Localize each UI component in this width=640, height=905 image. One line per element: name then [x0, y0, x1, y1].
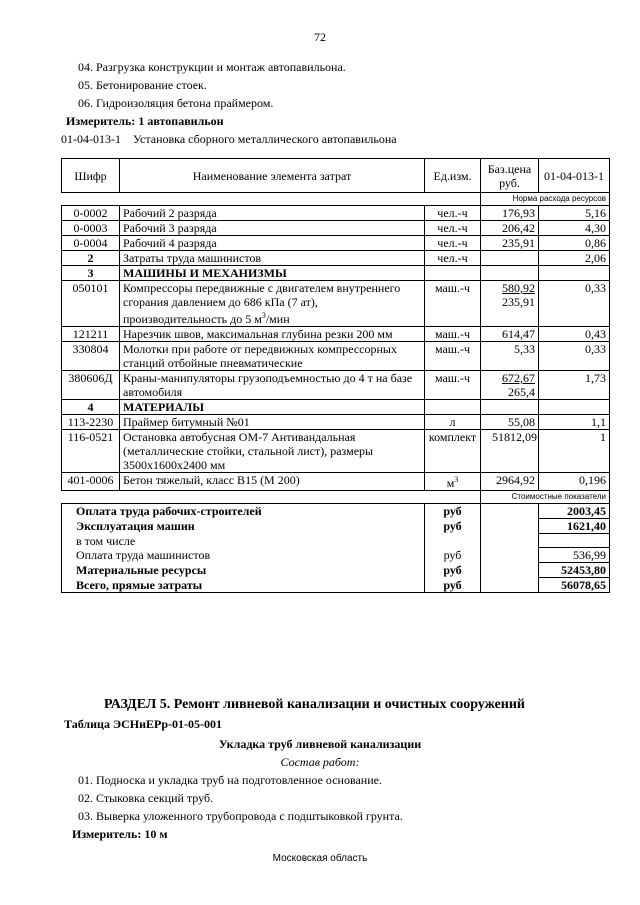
total-row: Всего, прямые затраты руб 56078,65 [62, 578, 610, 593]
machinists-row: 2 Затраты труда машинистов чел.-ч 2,06 [62, 251, 610, 266]
norm-caption: Норма расхода ресурсов [481, 193, 610, 206]
work-heading [61, 132, 397, 147]
table-row: 330804 Молотки при работе от передвижных компрессорных станций отбойные пневматические маш.-ч 5,33 0,33 [62, 342, 610, 371]
page-number: 72 [314, 30, 326, 44]
materials-section-row: 4 МАТЕРИАЛЫ [62, 400, 610, 415]
total-row: в том числе [62, 534, 610, 548]
header-unit: Ед.изм. [425, 159, 481, 193]
measurer-2: Измеритель: 10 м [72, 827, 168, 841]
table-row: 0-0004 Рабочий 4 разряда чел.-ч 235,91 0,86 [62, 236, 610, 251]
total-row: Эксплуатация машин руб 1621,40 [62, 519, 610, 534]
table-row: 116-0521 Остановка автобусная ОМ-7 Антивандальная (металлические стойки, стальной лист), размеры 3500х1600х2400 мм комплект 51812,09 1 [62, 430, 610, 473]
total-row: Оплата труда рабочих-строителей руб 2003,45 [62, 504, 610, 519]
table-reference: Таблица ЭСНиЕРр-01-05-001 [64, 717, 223, 731]
work-code: 01-04-013-1 [61, 132, 121, 146]
table-row: 401-0006 Бетон тяжелый, класс В15 (М 200) $м^3$ 2964,92 0,196 [62, 473, 610, 491]
cost-caption: Стоимостные показатели [481, 491, 610, 504]
header-name: Наименование элемента затрат [120, 159, 425, 193]
norm-caption-row [62, 193, 610, 206]
intro-item-05: 05. Бетонирование стоек. [78, 78, 207, 92]
cost-caption-row [62, 491, 610, 504]
total-row: Материальные ресурсы руб 52453,80 [62, 563, 610, 578]
table-row: 380606Д Краны-манипуляторы грузоподъемностью до 4 т на базе автомобиля маш.-ч 672,67 265,4 1,73 [62, 371, 610, 400]
table-header-row [62, 159, 610, 193]
table-row: 0-0003 Рабочий 3 разряда чел.-ч 206,42 4,30 [62, 221, 610, 236]
header-code: Шифр [62, 159, 120, 193]
table-row: 113-2230 Праймер битумный №01 л 55,08 1,1 [62, 415, 610, 430]
section-title: РАЗДЕЛ 5. Ремонт ливневой канализации и очистных сооружений [104, 697, 525, 712]
work-item-01: 01. Подноска и укладка труб на подготовленное основание. [78, 773, 382, 787]
work-title: Установка сборного металлического автопавильона [133, 132, 397, 146]
works-caption: Состав работ: [280, 755, 360, 769]
work-item-02: 02. Стыковка секций труб. [78, 791, 214, 805]
header-norm: 01-04-013-1 [539, 159, 610, 193]
table-row: 121211 Нарезчик швов, максимальная глубина резки 200 мм маш.-ч 614,47 0,43 [62, 327, 610, 342]
resource-table [61, 158, 610, 593]
work-item-03: 03. Выверка уложенного трубопровода с подштыковкой грунта. [78, 809, 403, 823]
footer: Московская область [272, 853, 368, 864]
measurer: Измеритель: 1 автопавильон [66, 114, 224, 128]
machines-section-row: 3 МАШИНЫ И МЕХАНИЗМЫ [62, 266, 610, 281]
total-row: Оплата труда машинистов руб 536,99 [62, 548, 610, 563]
header-price: Баз.цена руб. [481, 159, 539, 193]
table-row: 0-0002 Рабочий 2 разряда чел.-ч 176,93 5,16 [62, 206, 610, 221]
table-row: 050101 Компрессоры передвижные с двигателем внутреннего сгорания давлением до 686 кПа (7 ат), производительность до 5 $м^3$/мин маш.-ч 580,92 235,91 0,33 [62, 281, 610, 327]
intro-item-04: 04. Разгрузка конструкции и монтаж автопавильона. [78, 60, 346, 74]
subtitle: Укладка труб ливневой канализации [218, 737, 422, 751]
intro-item-06: 06. Гидроизоляция бетона праймером. [78, 96, 274, 110]
